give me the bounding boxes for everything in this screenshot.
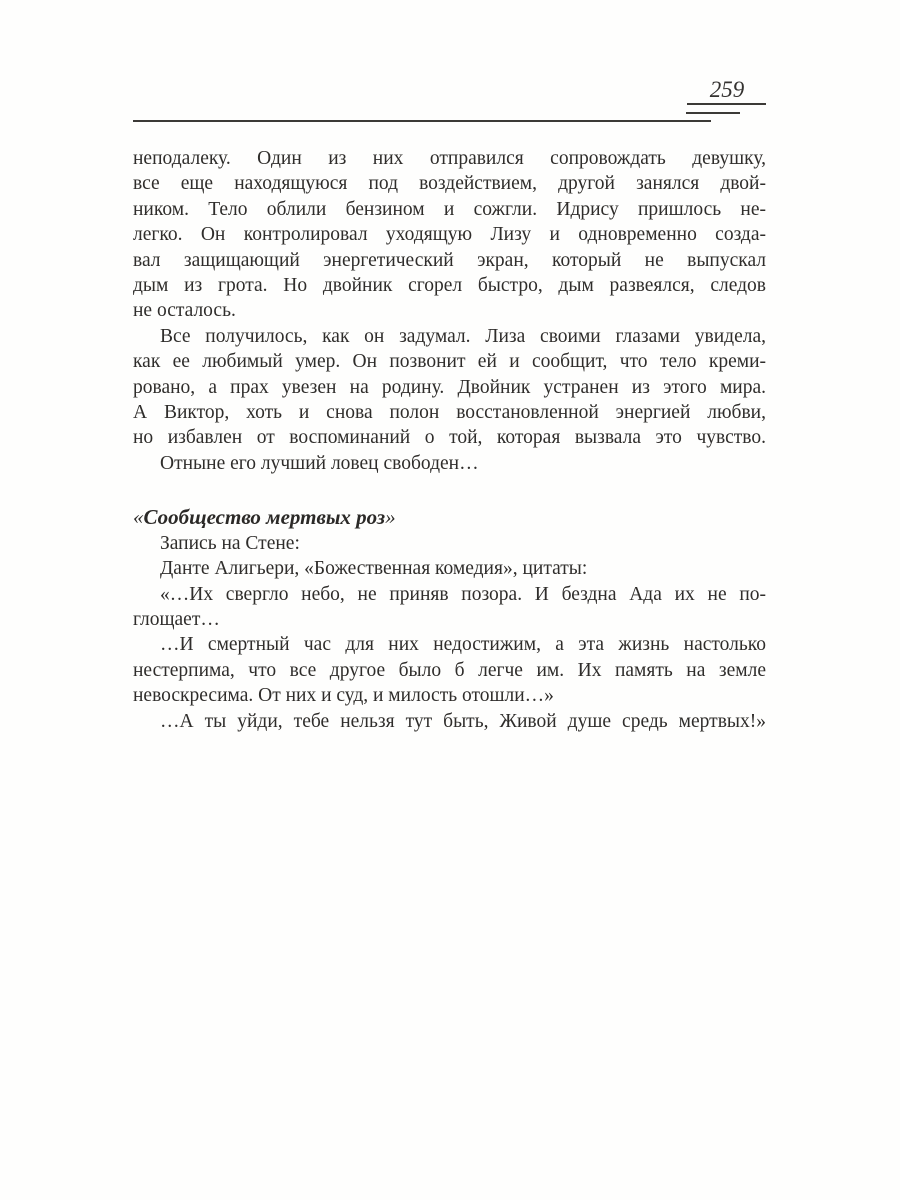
text-line: Все получилось, как он задумал. Лиза своими глазами увидела, [160,325,766,347]
text-line: А Виктор, хоть и снова полон восстановленной энергией любви, [133,402,766,424]
text-line: «…Их свергло небо, не приняв позора. И бездна Ада их не по- [160,583,766,605]
page-number-underline [687,103,766,105]
text-line: ником. Тело облили бензином и сожгли. Идрису пришлось не- [133,198,766,220]
header-rule [133,120,711,122]
text-line: Отныне его лучший ловец свободен… [160,452,479,474]
text-line: Данте Алигьери, «Божественная комедия», цитаты: [160,558,588,580]
section-heading [133,505,766,530]
text-line: дым из грота. Но двойник сгорел быстро, дым развеялся, следов [133,275,766,297]
heading-close-quote: » [385,505,396,530]
text-block [133,146,766,734]
page-number: 259 [709,77,745,102]
text-line: все еще находящуюся под воздействием, другой занялся двой- [133,173,766,195]
text-line: невоскресима. От них и суд, и милость отошли…» [133,685,554,707]
text-line: легко. Он контролировал уходящую Лизу и одновременно созда- [133,224,766,246]
text-line: но избавлен от воспоминаний о той, которая вызвала это чувство. [133,427,766,449]
page-number-underline-short [686,112,740,114]
text-line: …И смертный час для них недостижим, а эта жизнь настолько [160,634,766,656]
text-line: …А ты уйди, тебе нельзя тут быть, Живой душе средь мертвых!» [160,710,766,732]
text-line: нестерпима, что все другое было б легче им. Их память на земле [133,659,766,681]
text-line: не осталось. [133,300,236,322]
text-line: Запись на Стене: [160,532,300,554]
text-line: неподалеку. Один из них отправился сопровождать девушку, [133,148,766,169]
heading-open-quote: « [133,505,144,530]
text-line: ровано, а прах увезен на родину. Двойник устранен из этого мира. [133,376,766,398]
text-line: глощает… [133,608,220,630]
text-line: как ее любимый умер. Он позвонит ей и сообщит, что тело креми- [133,351,766,373]
heading-title: Сообщество мертвых роз [143,505,386,530]
text-line: вал защищающий энергетический экран, который не выпускал [133,249,766,271]
